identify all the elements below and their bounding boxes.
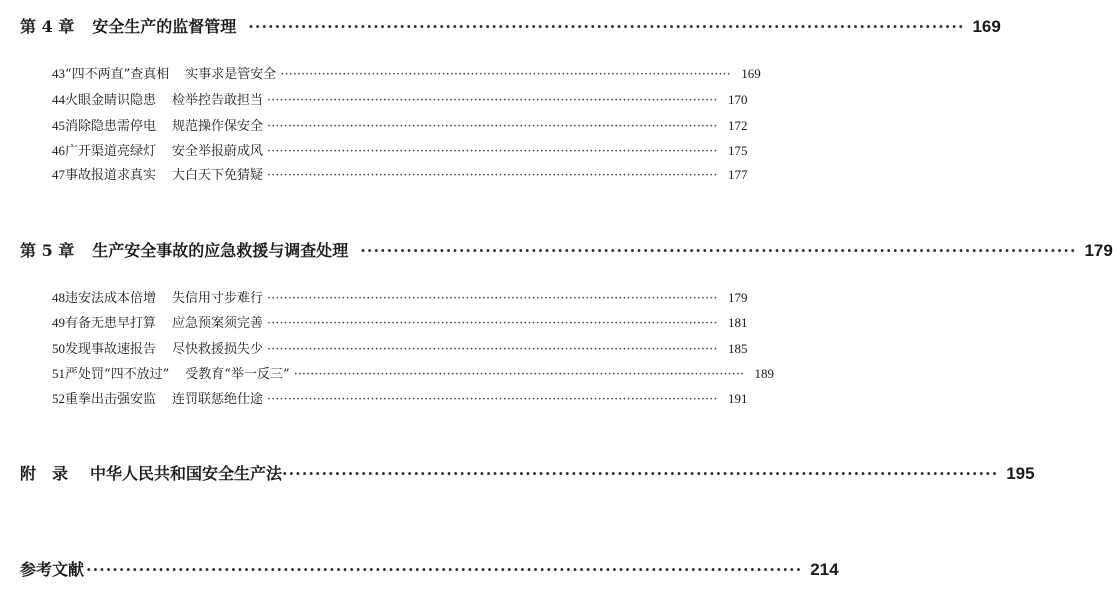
section-title-part-1: 事故报道求真实	[65, 168, 157, 183]
toc-entry-45[interactable]	[52, 115, 748, 134]
dot-leader: ·············································································································	[86, 560, 803, 579]
dot-leader: ·············································································································	[293, 367, 745, 382]
section-title-part-2: 检举控告敢担当	[172, 93, 264, 108]
section-title-part-1: 广开渠道亮绿灯	[65, 144, 157, 159]
section-title-part-2: 受教育“举一反三”	[185, 367, 290, 382]
toc-entry-44[interactable]	[52, 89, 748, 108]
toc-entry-43[interactable]	[52, 63, 761, 82]
section-title-part-2: 规范操作保安全	[172, 119, 264, 134]
section-title-part-1: 发现事故速报告	[65, 342, 157, 357]
section-title-part-2: 连罚联惩绝仕途	[172, 392, 264, 407]
appendix-heading[interactable]	[20, 461, 1035, 484]
section-title-part-2: 安全举报蔚成风	[172, 144, 264, 159]
section-number: 46	[52, 143, 65, 158]
dot-leader: ·············································································································	[267, 316, 718, 331]
section-number: 44	[52, 92, 65, 107]
section-title-part-1: 火眼金睛识隐患	[65, 93, 157, 108]
section-title-part-1: 消除隐患需停电	[65, 119, 157, 134]
appendix-page-number: 195	[1006, 464, 1035, 483]
references-title: 参考文献	[20, 560, 85, 579]
toc-entry-49[interactable]	[52, 312, 748, 331]
dot-leader: ·············································································································	[267, 291, 718, 306]
dot-leader: ·············································································································	[267, 119, 718, 134]
chapter-page-number: 169	[972, 17, 1001, 36]
appendix-label: 附 录	[20, 464, 69, 483]
section-title-part-1: 违安法成本倍增	[65, 291, 157, 306]
section-title-part-2: 应急预案须完善	[172, 316, 264, 331]
toc-entry-48[interactable]	[52, 287, 748, 306]
section-page-number: 179	[727, 290, 748, 305]
section-page-number: 169	[741, 66, 761, 81]
section-title-part-2: 尽快救援损失少	[172, 342, 264, 357]
section-number: 48	[52, 290, 65, 305]
dot-leader: ·············································································································	[248, 17, 965, 36]
dot-leader: ·············································································································	[282, 464, 999, 483]
section-page-number: 177	[727, 167, 748, 182]
chapter-title: 生产安全事故的应急救援与调查处理	[92, 241, 349, 260]
references-page-number: 214	[810, 560, 839, 579]
toc-entry-52[interactable]	[52, 388, 748, 407]
dot-leader: ·············································································································	[267, 392, 718, 407]
section-page-number: 170	[727, 92, 748, 107]
dot-leader: ·············································································································	[360, 241, 1077, 260]
dot-leader: ·············································································································	[267, 168, 718, 183]
section-number: 49	[52, 315, 65, 330]
toc-entry-51[interactable]	[52, 363, 775, 382]
section-title-part-1: 有备无患早打算	[65, 316, 157, 331]
section-page-number: 175	[727, 143, 748, 158]
section-number: 52	[52, 391, 65, 406]
section-number: 43	[52, 66, 65, 81]
appendix-title: 中华人民共和国安全生产法	[90, 464, 283, 483]
chapter-page-number: 179	[1084, 241, 1113, 260]
section-page-number: 185	[727, 341, 748, 356]
section-title-part-2: 大白天下免猜疑	[172, 168, 264, 183]
section-page-number: 172	[727, 118, 748, 133]
section-number: 47	[52, 167, 65, 182]
toc-entry-46[interactable]	[52, 140, 748, 159]
section-page-number: 181	[727, 315, 748, 330]
section-title-part-1: 严处罚“四不放过”	[65, 367, 170, 382]
chapter-title: 安全生产的监督管理	[92, 17, 237, 36]
section-number: 51	[52, 366, 65, 381]
chapter-4-heading[interactable]	[20, 14, 1001, 37]
section-number: 45	[52, 118, 65, 133]
chapter-number: 第 4 章	[20, 17, 75, 36]
section-number: 50	[52, 341, 65, 356]
toc-entry-47[interactable]	[52, 164, 748, 183]
section-title-part-1: “四不两直”查真相	[65, 67, 170, 82]
section-title-part-2: 失信用寸步难行	[172, 291, 264, 306]
chapter-5-heading[interactable]	[20, 238, 1113, 261]
dot-leader: ·············································································································	[280, 67, 731, 82]
section-title-part-1: 重拳出击强安监	[65, 392, 157, 407]
toc-entry-50[interactable]	[52, 338, 748, 357]
section-page-number: 189	[754, 366, 775, 381]
dot-leader: ·············································································································	[267, 144, 718, 159]
dot-leader: ·············································································································	[267, 93, 718, 108]
chapter-number: 第 5 章	[20, 241, 75, 260]
references-heading[interactable]	[20, 557, 839, 580]
section-title-part-2: 实事求是管安全	[185, 67, 277, 82]
dot-leader: ·············································································································	[267, 342, 718, 357]
section-page-number: 191	[727, 391, 748, 406]
